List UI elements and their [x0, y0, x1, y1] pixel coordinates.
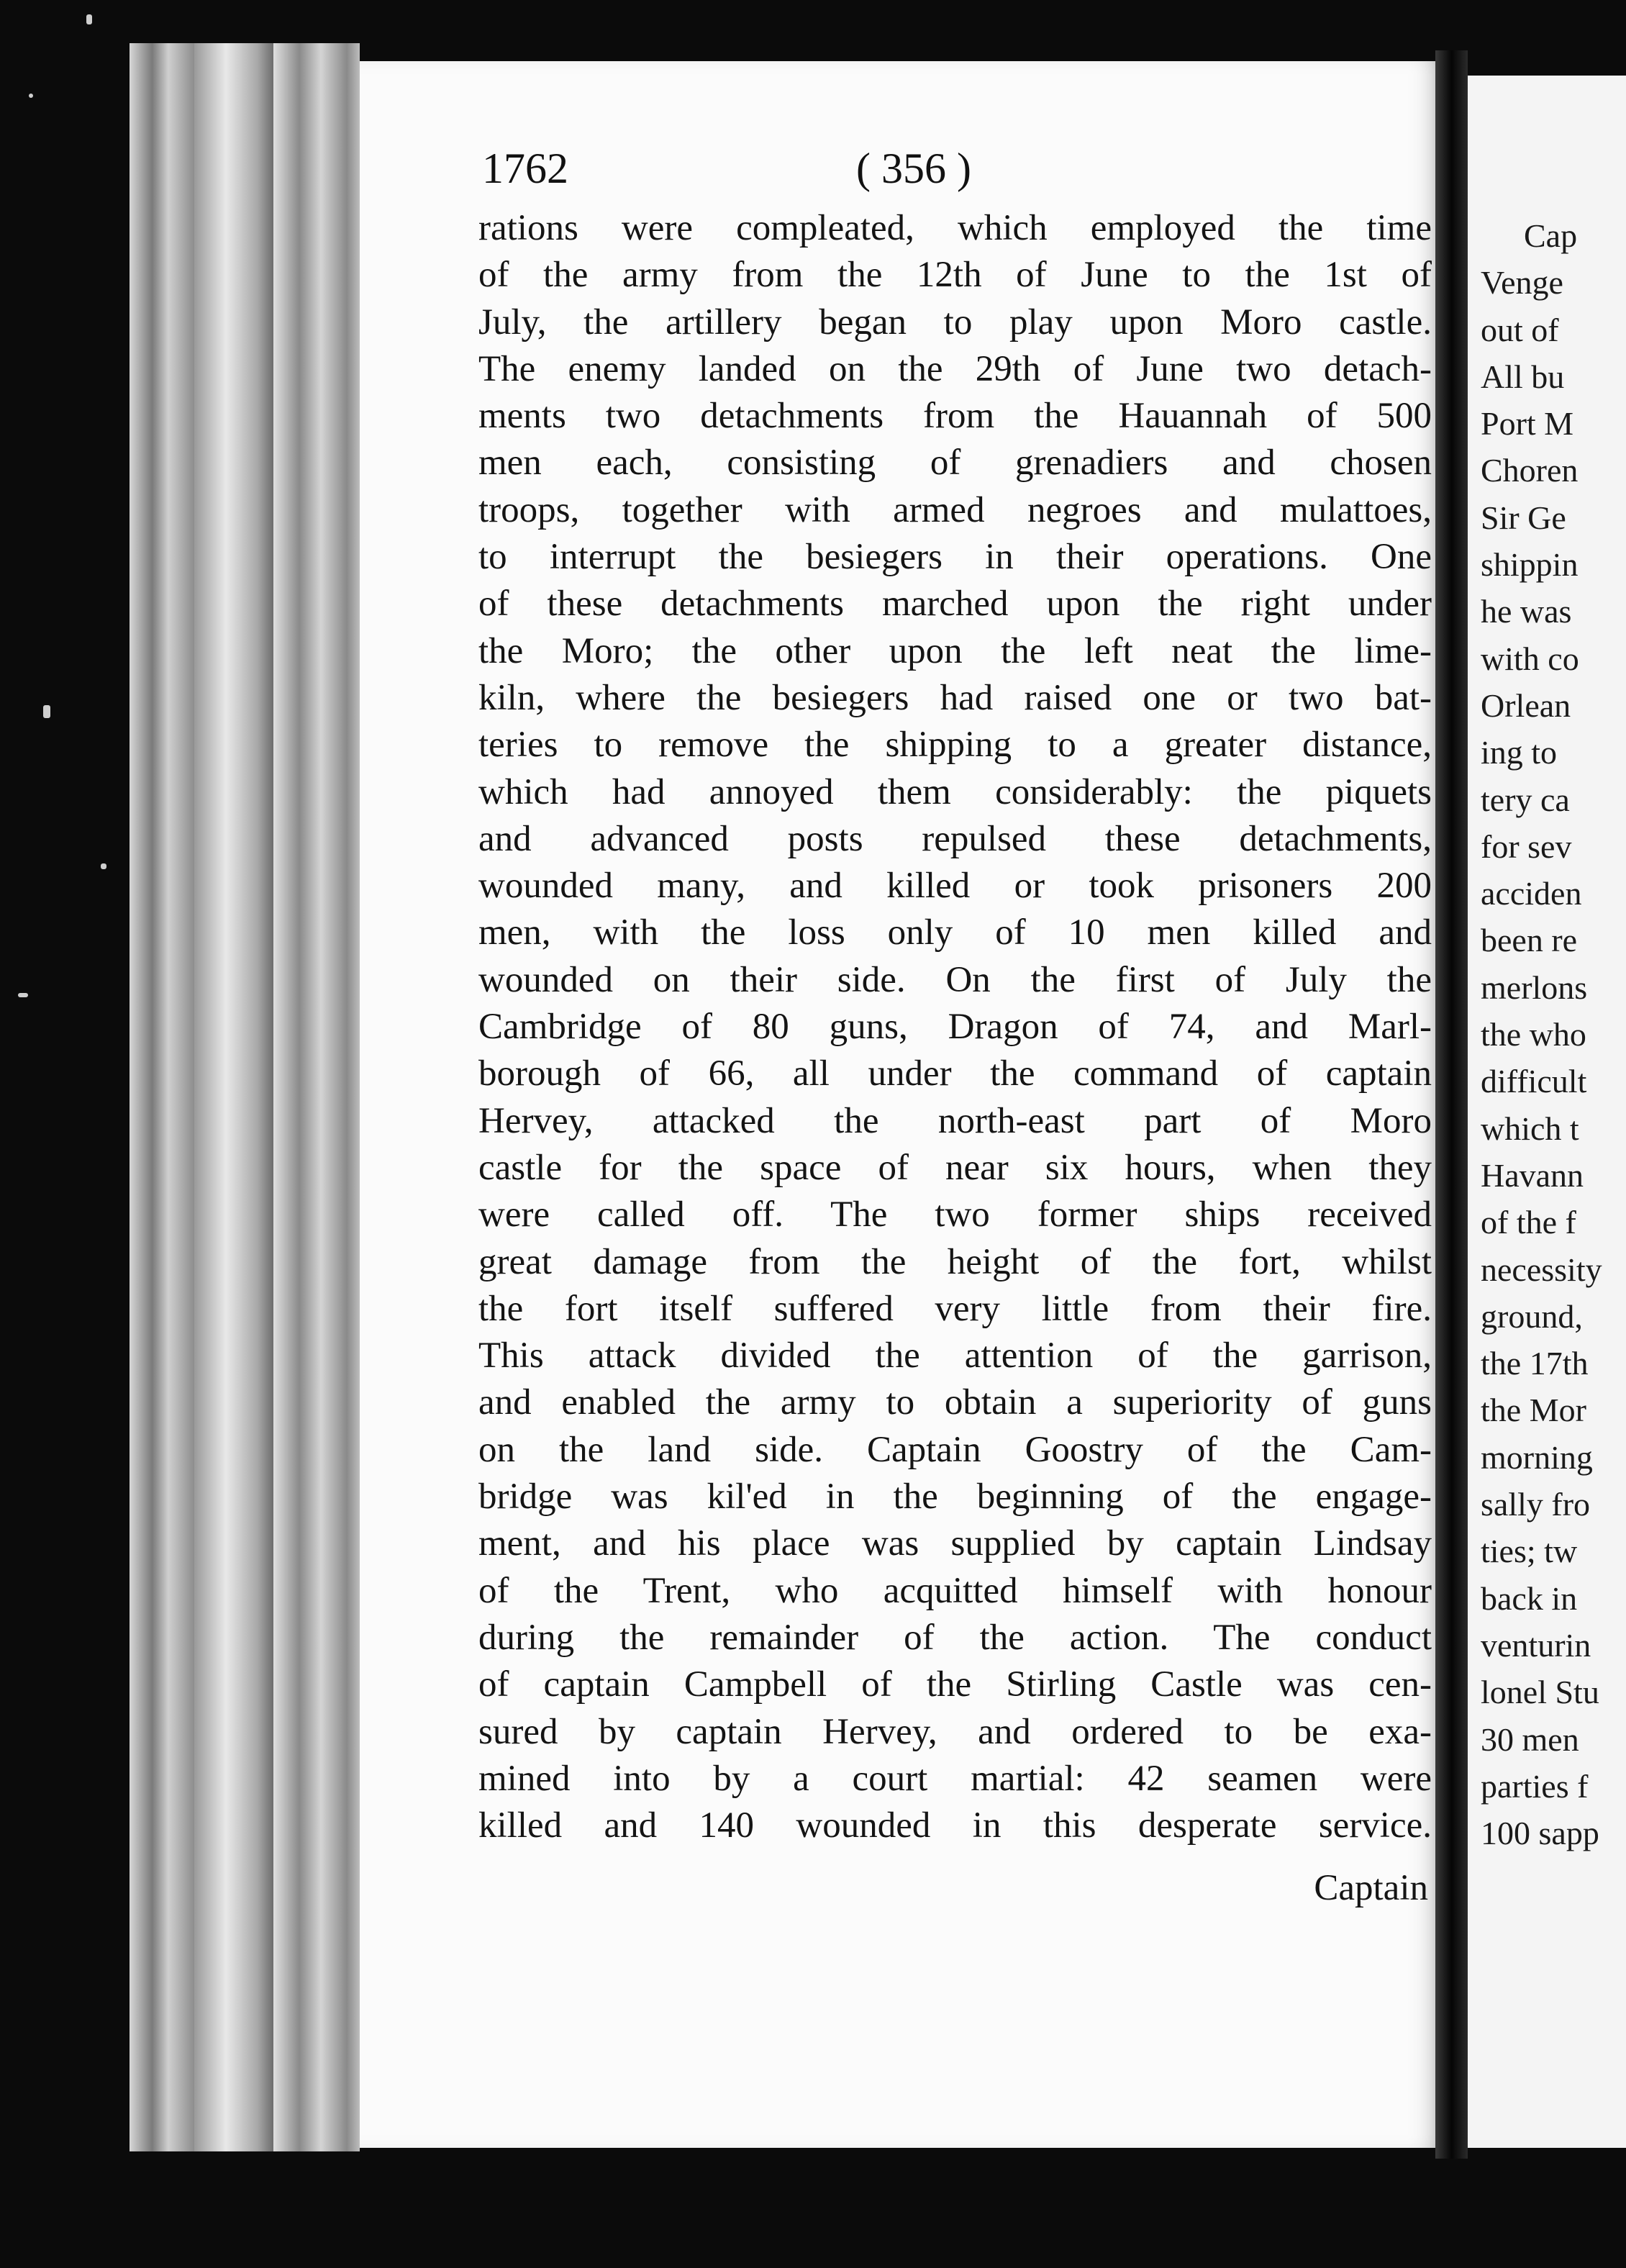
facing-page — [1468, 76, 1626, 2148]
facing-text-fragment: Havann — [1481, 1156, 1584, 1194]
facing-text-fragment: ground, — [1481, 1297, 1583, 1335]
facing-text-fragment: difficult — [1481, 1063, 1587, 1100]
facing-text-fragment: Orlean — [1481, 686, 1571, 724]
text-line: during the remainder of the action. The conduct — [478, 1617, 1432, 1658]
text-line: Hervey, attacked the north-east part of Moro — [478, 1100, 1432, 1141]
text-line: Cambridge of 80 guns, Dragon of 74, and Marl- — [478, 1007, 1432, 1048]
text-line: bridge was kil'ed in the beginning of the engage- — [478, 1477, 1432, 1518]
text-line: men, with the loss only of 10 men killed and — [478, 912, 1432, 953]
body-text — [478, 205, 1432, 1849]
facing-text-fragment: which t — [1481, 1110, 1579, 1147]
text-line: of these detachments marched upon the right under — [478, 584, 1432, 625]
facing-text-fragment: of the f — [1481, 1204, 1576, 1241]
facing-text-fragment: morning — [1481, 1438, 1593, 1476]
facing-text-fragment: parties f — [1481, 1767, 1589, 1805]
text-line: ments two detachments from the Hauannah of 500 — [478, 396, 1432, 437]
text-line: the fort itself suffered very little from their fire. — [478, 1288, 1432, 1329]
facing-text-fragment: been re — [1481, 922, 1578, 959]
text-line: great damage from the height of the fort, whilst — [478, 1241, 1432, 1282]
facing-text-fragment: Cap — [1524, 217, 1578, 254]
facing-text-fragment: 30 men — [1481, 1720, 1579, 1758]
facing-text-fragment: venturin — [1481, 1626, 1591, 1664]
page-edges-inner — [273, 43, 360, 2151]
page-edges-outer — [130, 43, 194, 2151]
text-line: troops, together with armed negroes and mulattoes, — [478, 489, 1432, 530]
scan-speck — [29, 94, 33, 98]
facing-text-fragment: he was — [1481, 593, 1572, 630]
facing-text-fragment: Port M — [1481, 405, 1574, 443]
text-line: The enemy landed on the 29th of June two detach- — [478, 348, 1432, 389]
text-line: teries to remove the shipping to a greater distance, — [478, 725, 1432, 766]
facing-text-fragment: lonel Stu — [1481, 1674, 1599, 1711]
text-line: to interrupt the besiegers in their operations. One — [478, 537, 1432, 578]
facing-text-fragment: Choren — [1481, 452, 1579, 489]
text-line: were called off. The two former ships received — [478, 1194, 1432, 1235]
text-line: of the army from the 12th of June to the 1st of — [478, 255, 1432, 296]
text-line: rations were compleated, which employed the time — [478, 208, 1432, 248]
text-line: killed and 140 wounded in this desperate service. — [478, 1805, 1432, 1846]
facing-text-fragment: merlons — [1481, 969, 1588, 1006]
facing-text-fragment: back in — [1481, 1579, 1578, 1617]
header-year: 1762 — [482, 145, 568, 192]
facing-text-fragment: the who — [1481, 1016, 1586, 1053]
text-line: castle for the space of near six hours, when they — [478, 1147, 1432, 1188]
header-page-number: ( 356 ) — [856, 145, 971, 192]
text-line: ment, and his place was supplied by captain Lindsay — [478, 1523, 1432, 1564]
facing-text-fragment: acciden — [1481, 875, 1582, 912]
text-line: mined into by a court martial: 42 seamen were — [478, 1758, 1432, 1799]
scan-speck — [101, 863, 106, 869]
text-line: men each, consisting of grenadiers and chosen — [478, 443, 1432, 484]
text-line: and advanced posts repulsed these detachments, — [478, 818, 1432, 859]
facing-text-fragment: the Mor — [1481, 1392, 1586, 1429]
facing-text-fragment: 100 sapp — [1481, 1815, 1599, 1852]
facing-text-fragment: sally fro — [1481, 1486, 1591, 1523]
text-line: on the land side. Captain Goostry of the Cam- — [478, 1429, 1432, 1470]
facing-text-fragment: Sir Ge — [1481, 499, 1566, 536]
text-line: July, the artillery began to play upon Moro castle. — [478, 301, 1432, 343]
text-line: kiln, where the besiegers had raised one or two bat- — [478, 677, 1432, 718]
text-line: which had annoyed them considerably: the piquets — [478, 771, 1432, 812]
catchword: Captain — [1314, 1868, 1428, 1908]
facing-text-fragment: ties; tw — [1481, 1533, 1578, 1570]
facing-text-fragment: tery ca — [1481, 781, 1570, 818]
text-line: of captain Campbell of the Stirling Castle was cen- — [478, 1664, 1432, 1705]
text-line: wounded on their side. On the first of July the — [478, 959, 1432, 1000]
facing-text-fragment: shippin — [1481, 546, 1579, 584]
scan-speck — [43, 705, 50, 718]
page-header — [482, 144, 1432, 201]
scan-speck — [86, 14, 92, 24]
page-edges-middle — [194, 43, 273, 2151]
facing-text-fragment: ing to — [1481, 734, 1558, 771]
facing-text-fragment: out of — [1481, 311, 1559, 348]
text-line: sured by captain Hervey, and ordered to be exa- — [478, 1711, 1432, 1752]
text-line: wounded many, and killed or took prisoners 200 — [478, 866, 1432, 907]
scan-speck — [18, 993, 28, 997]
text-line: the Moro; the other upon the left neat the lime- — [478, 630, 1432, 671]
facing-text-fragment: All bu — [1481, 358, 1565, 395]
facing-text-fragment: necessity — [1481, 1251, 1602, 1288]
book-gutter — [1435, 50, 1468, 2159]
text-line: This attack divided the attention of the garrison, — [478, 1335, 1432, 1376]
facing-text-fragment: Venge — [1481, 264, 1563, 301]
text-line: and enabled the army to obtain a superiority of guns — [478, 1382, 1432, 1423]
text-line: borough of 66, all under the command of captain — [478, 1053, 1432, 1094]
facing-text-fragment: the 17th — [1481, 1345, 1589, 1382]
facing-text-fragment: for sev — [1481, 827, 1572, 865]
text-line: of the Trent, who acquitted himself with honour — [478, 1570, 1432, 1611]
facing-text-fragment: with co — [1481, 640, 1579, 677]
